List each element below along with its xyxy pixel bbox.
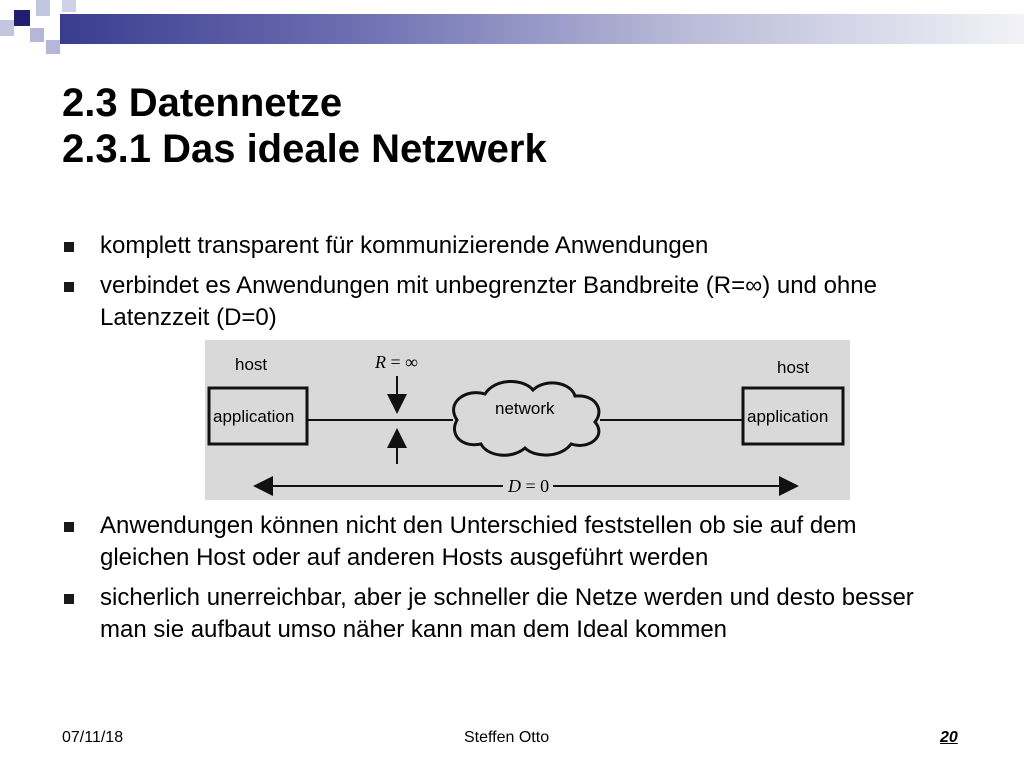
footer-author: Steffen Otto xyxy=(464,729,550,746)
header-gradient-bar xyxy=(60,14,1024,44)
corner-square-light-5 xyxy=(62,0,76,12)
title-line-1: 2.3 Datennetze xyxy=(62,81,343,125)
corner-square-light-2 xyxy=(0,20,14,36)
footer-date: 07/11/18 xyxy=(62,729,124,746)
left-host-label: host xyxy=(235,355,268,374)
bullet-item: komplett transparent für kommunizierende Anwendungen xyxy=(62,230,982,262)
bullet-item: Anwendungen können nicht den Unterschied feststellen ob sie auf dem gleichen Host oder auf anderen Hosts ausgeführt werden xyxy=(62,510,942,574)
left-application-label: application xyxy=(213,407,295,426)
ideal-network-figure xyxy=(205,340,850,500)
bullet-list-bottom xyxy=(62,510,942,654)
bullet-item: sicherlich unerreichbar, aber je schneller die Netze werden und desto besser man sie aufbaut umso näher kann man dem Ideal kommen xyxy=(62,582,942,646)
corner-square-light-1 xyxy=(36,0,50,16)
delay-label: D = 0 xyxy=(508,476,550,496)
corner-square-light-3 xyxy=(30,28,44,42)
right-application-label: application xyxy=(747,407,829,426)
right-host-label: host xyxy=(777,358,810,377)
corner-square-dark xyxy=(14,10,30,26)
network-diagram xyxy=(205,340,850,500)
title-line-2: 2.3.1 Das ideale Netzwerk xyxy=(62,127,547,171)
bandwidth-label: R = ∞ xyxy=(375,352,418,372)
bullet-item: verbindet es Anwendungen mit unbegrenzter Bandbreite (R=∞) und ohne Latenzzeit (D=0) xyxy=(62,270,982,334)
page-number: 20 xyxy=(940,729,958,746)
network-label: network xyxy=(495,399,555,418)
bullet-list-top xyxy=(62,230,982,342)
network-cloud xyxy=(454,381,599,455)
slide-title xyxy=(62,80,547,172)
corner-square-light-4 xyxy=(46,40,60,54)
